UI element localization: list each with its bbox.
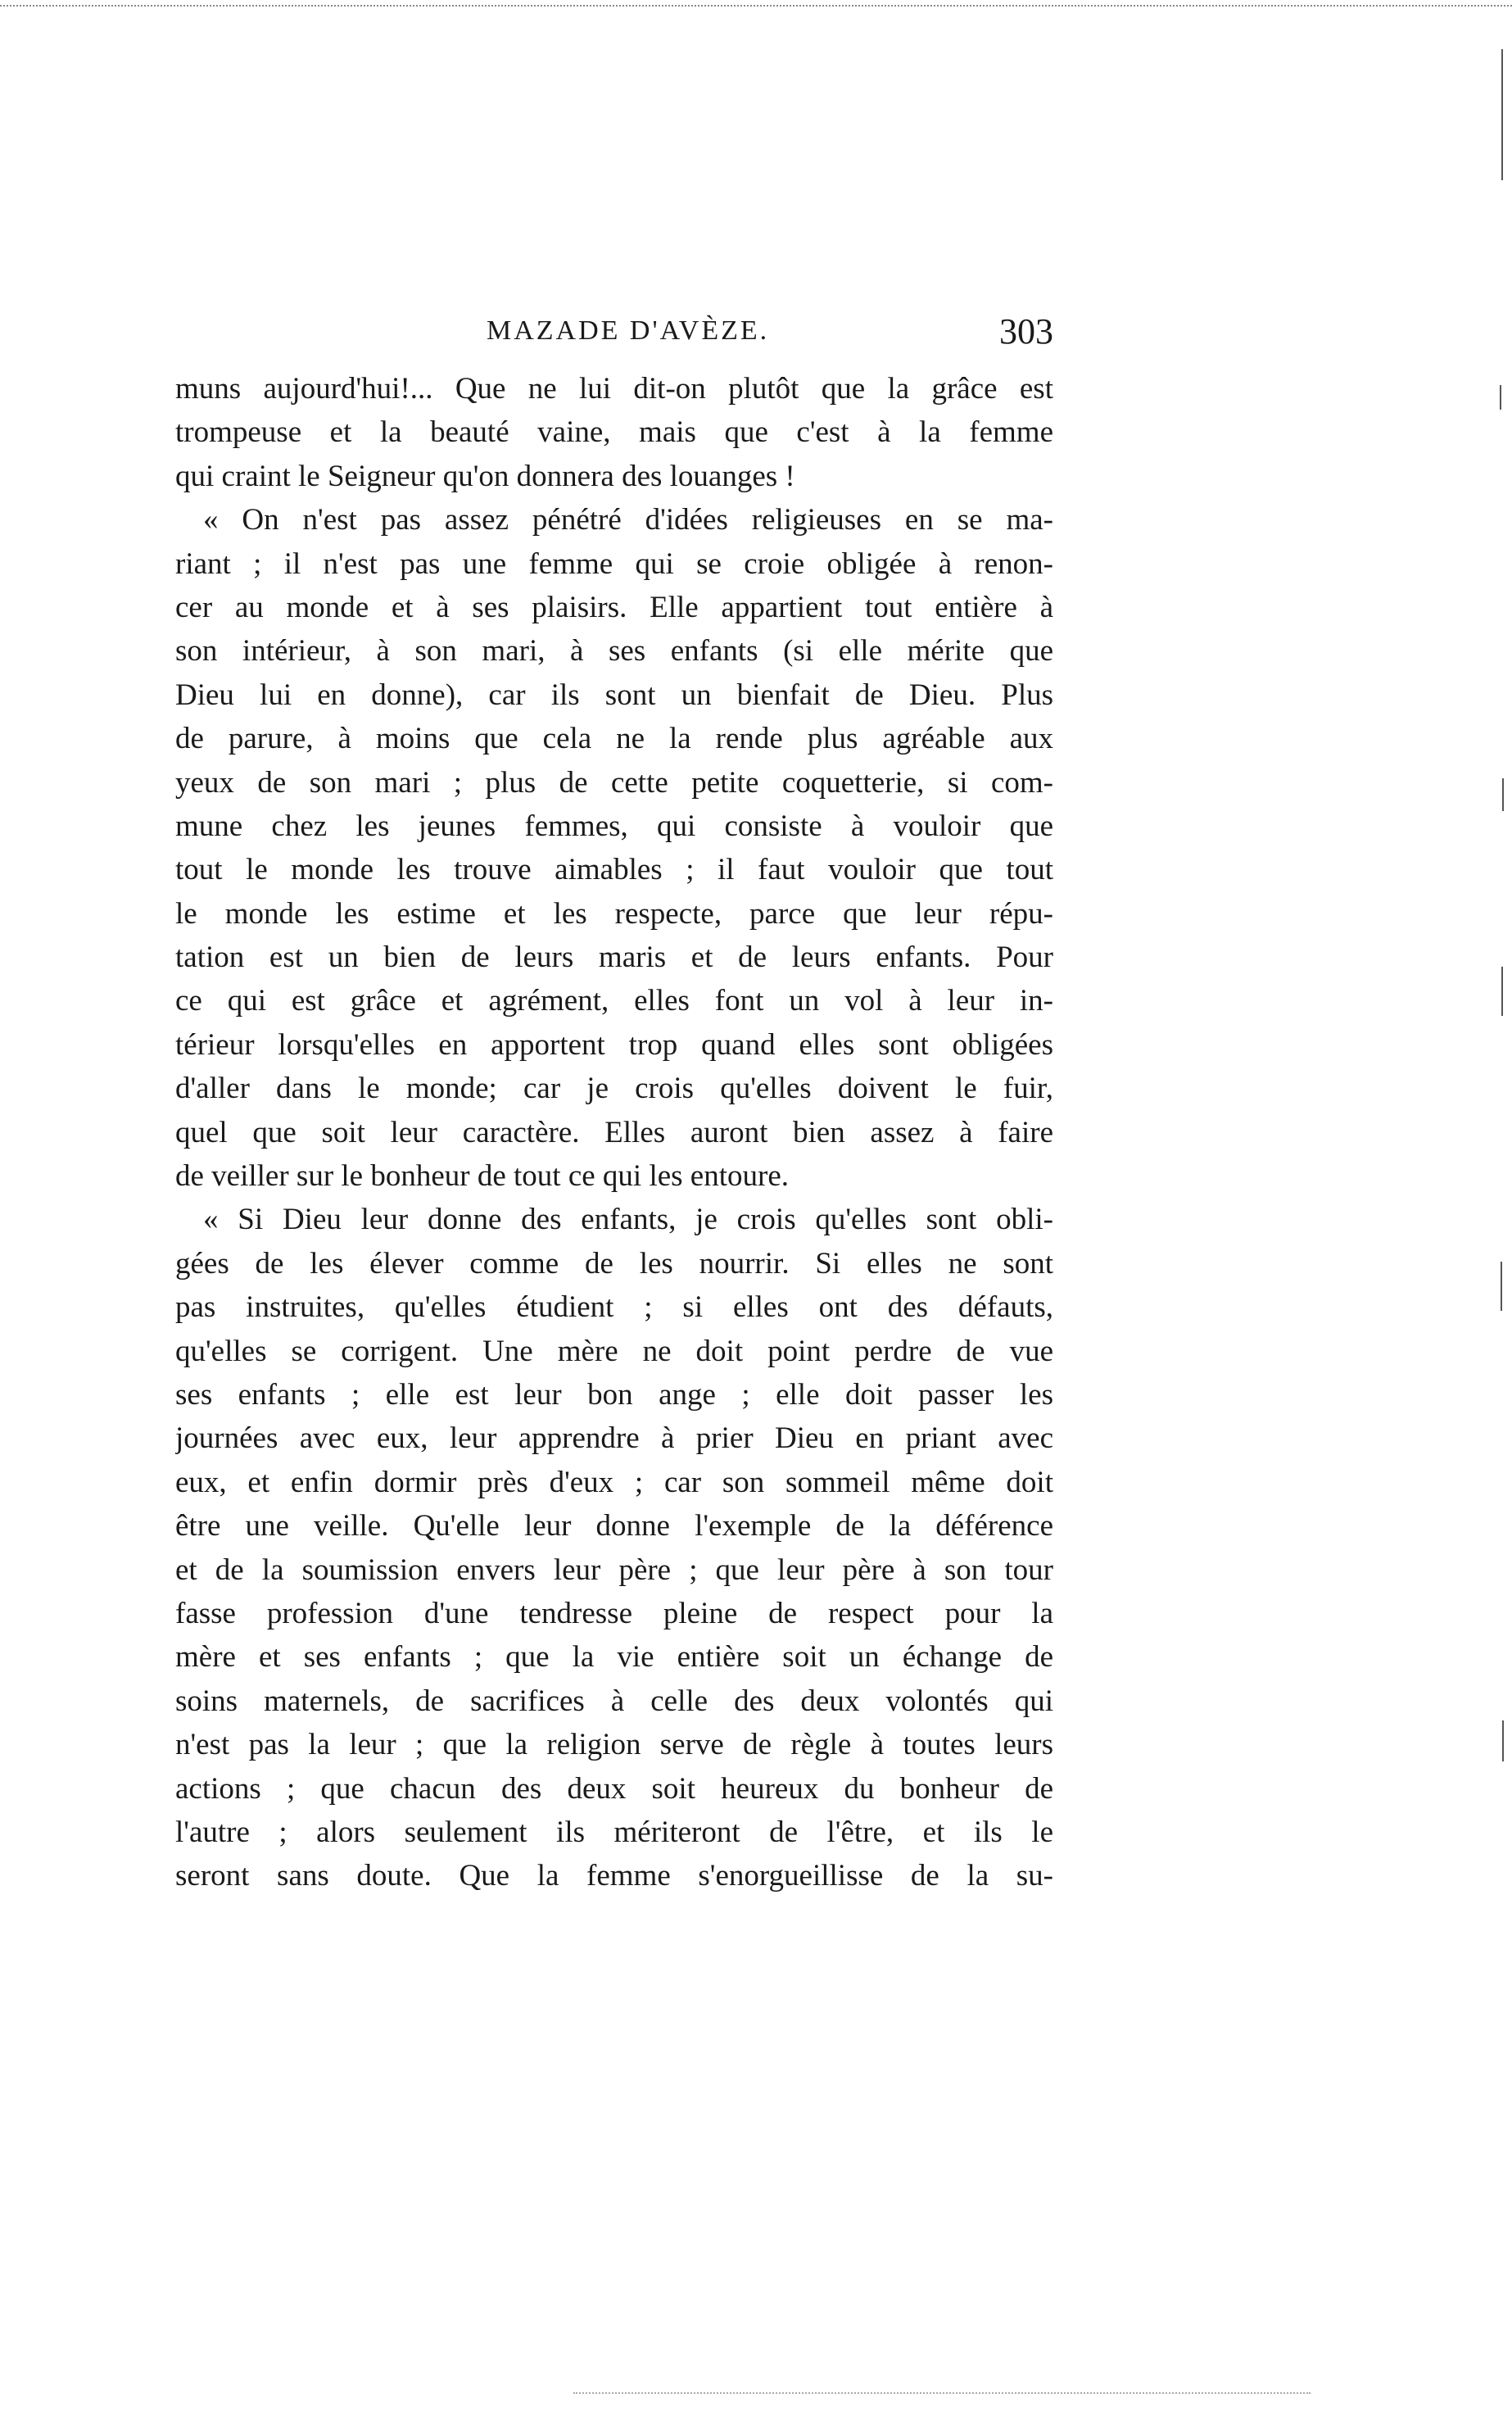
text-line: « On n'est pas assez pénétré d'idées religieuses en se ma- (203, 503, 1053, 537)
text-line: tout le monde les trouve aimables ; il faut vouloir que tout (175, 853, 1053, 887)
text-line: quel que soit leur caractère. Elles auront bien assez à faire (175, 1115, 1053, 1149)
text-line: actions ; que chacun des deux soit heureux du bonheur de (175, 1771, 1053, 1806)
page-number: 303 (999, 311, 1053, 351)
text-line: eux, et enfin dormir près d'eux ; car son sommeil même doit (175, 1465, 1053, 1499)
text-line: « Si Dieu leur donne des enfants, je crois qu'elles sont obli- (203, 1203, 1053, 1237)
text-line: journées avec eux, leur apprendre à prier Dieu en priant avec (175, 1421, 1053, 1456)
text-line: yeux de son mari ; plus de cette petite coquetterie, si com- (175, 765, 1053, 800)
text-line: térieur lorsqu'elles en apportent trop quand elles sont obligées (175, 1027, 1053, 1062)
text-line: mère et ses enfants ; que la vie entière soit un échange de (175, 1640, 1053, 1675)
text-line: ce qui est grâce et agrément, elles font un vol à leur in- (175, 984, 1053, 1018)
text-line: ses enfants ; elle est leur bon ange ; elle doit passer les (175, 1377, 1053, 1412)
text-line: seront sans doute. Que la femme s'enorgueillisse de la su- (175, 1859, 1053, 1893)
text-line: son intérieur, à son mari, à ses enfants (si elle mérite que (175, 634, 1053, 669)
body-text (175, 367, 1053, 1898)
text-line: trompeuse et la beauté vaine, mais que c'est à la femme (175, 415, 1053, 450)
text-line: fasse profession d'une tendresse pleine de respect pour la (175, 1596, 1053, 1630)
text-line: tation est un bien de leurs maris et de leurs enfants. Pour (175, 941, 1053, 975)
text-line: l'autre ; alors seulement ils mériteront de l'être, et ils le (175, 1815, 1053, 1849)
scan-edge-mark (1501, 1262, 1502, 1311)
text-line: et de la soumission envers leur père ; que leur père à son tour (175, 1552, 1053, 1587)
top-edge-rule (0, 5, 1512, 8)
text-line: d'aller dans le monde; car je crois qu'elles doivent le fuir, (175, 1072, 1053, 1106)
scan-edge-mark (1502, 1720, 1504, 1761)
text-line: soins maternels, de sacrifices à celle des deux volontés qui (175, 1684, 1053, 1718)
scan-edge-mark (1501, 49, 1503, 180)
text-line: de veiller sur le bonheur de tout ce qui les entoure. (175, 1159, 789, 1194)
text-line: Dieu lui en donne), car ils sont un bienfait de Dieu. Plus (175, 678, 1053, 712)
text-line: cer au monde et à ses plaisirs. Elle appartient tout entière à (175, 590, 1053, 624)
text-line: muns aujourd'hui!... Que ne lui dit-on plutôt que la grâce est (175, 372, 1053, 406)
text-line: de parure, à moins que cela ne la rende plus agréable aux (175, 722, 1053, 756)
text-line: mune chez les jeunes femmes, qui consiste à vouloir que (175, 809, 1053, 843)
text-line: n'est pas la leur ; que la religion serve de règle à toutes leurs (175, 1728, 1053, 1762)
scan-edge-mark (1501, 967, 1503, 1016)
running-title: MAZADE D'AVÈZE. (487, 315, 770, 346)
text-line: qu'elles se corrigent. Une mère ne doit point perdre de vue (175, 1334, 1053, 1368)
page-header (175, 311, 1053, 365)
text-line: pas instruites, qu'elles étudient ; si elles ont des défauts, (175, 1290, 1053, 1325)
text-line: riant ; il n'est pas une femme qui se croie obligée à renon- (175, 546, 1053, 581)
bottom-edge-rule (573, 2392, 1311, 2396)
scan-edge-mark (1502, 778, 1504, 811)
text-line: qui craint le Seigneur qu'on donnera des louanges ! (175, 459, 795, 493)
text-line: être une veille. Qu'elle leur donne l'exemple de la déférence (175, 1509, 1053, 1543)
scan-edge-mark (1500, 385, 1501, 410)
text-line: gées de les élever comme de les nourrir. Si elles ne sont (175, 1246, 1053, 1281)
text-line: le monde les estime et les respecte, parce que leur répu- (175, 896, 1053, 931)
